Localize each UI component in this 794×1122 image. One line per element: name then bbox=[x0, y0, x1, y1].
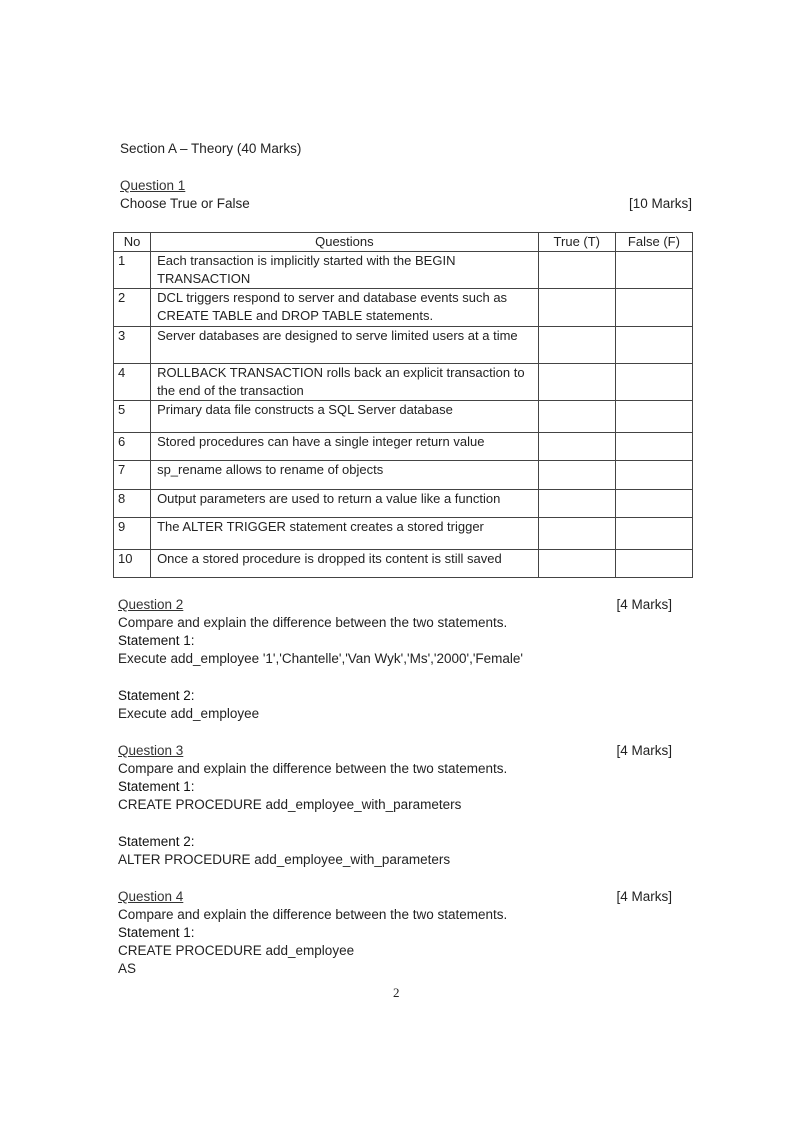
question-4-statement-1: CREATE PROCEDURE add_employee bbox=[118, 943, 355, 958]
question-3-statement-1-label: Statement 1: bbox=[118, 779, 195, 794]
false-answer-cell[interactable] bbox=[615, 550, 692, 578]
true-answer-cell[interactable] bbox=[538, 252, 615, 289]
question-4-instruction: Compare and explain the difference between the two statements. bbox=[118, 907, 508, 922]
true-answer-cell[interactable] bbox=[538, 550, 615, 578]
row-number: 5 bbox=[114, 401, 151, 433]
true-false-table bbox=[113, 232, 693, 578]
row-question: DCL triggers respond to server and database events such as CREATE TABLE and DROP TABLE statements. bbox=[151, 289, 539, 327]
question-4-statement-1-label: Statement 1: bbox=[118, 925, 195, 940]
true-answer-cell[interactable] bbox=[538, 490, 615, 518]
row-number: 7 bbox=[114, 461, 151, 490]
question-3-statement-2: ALTER PROCEDURE add_employee_with_parameters bbox=[118, 852, 451, 867]
row-question: Once a stored procedure is dropped its content is still saved bbox=[151, 550, 539, 578]
question-4-marks: [4 Marks] bbox=[616, 889, 672, 904]
true-answer-cell[interactable] bbox=[538, 401, 615, 433]
false-answer-cell[interactable] bbox=[615, 433, 692, 461]
header-true: True (T) bbox=[538, 233, 615, 252]
table-row bbox=[114, 461, 693, 490]
row-number: 6 bbox=[114, 433, 151, 461]
question-1-title: Question 1 bbox=[120, 178, 186, 193]
false-answer-cell[interactable] bbox=[615, 490, 692, 518]
row-number: 10 bbox=[114, 550, 151, 578]
row-question: Output parameters are used to return a value like a function bbox=[151, 490, 539, 518]
section-title: Section A – Theory (40 Marks) bbox=[120, 141, 302, 156]
false-answer-cell[interactable] bbox=[615, 461, 692, 490]
question-4-statement-1-line-2: AS bbox=[118, 961, 137, 976]
header-no: No bbox=[114, 233, 151, 252]
question-3-title: Question 3 bbox=[118, 743, 184, 758]
true-answer-cell[interactable] bbox=[538, 518, 615, 550]
table-row bbox=[114, 289, 693, 327]
row-question: sp_rename allows to rename of objects bbox=[151, 461, 539, 490]
table-row bbox=[114, 433, 693, 461]
question-2-title: Question 2 bbox=[118, 597, 184, 612]
question-2-statement-1-label: Statement 1: bbox=[118, 633, 195, 648]
question-3-statement-2-label: Statement 2: bbox=[118, 834, 195, 849]
true-answer-cell[interactable] bbox=[538, 433, 615, 461]
question-2-statement-2-label: Statement 2: bbox=[118, 688, 195, 703]
row-question: Server databases are designed to serve limited users at a time bbox=[151, 327, 539, 364]
false-answer-cell[interactable] bbox=[615, 289, 692, 327]
question-3-marks: [4 Marks] bbox=[616, 743, 672, 758]
table-row bbox=[114, 364, 693, 401]
true-answer-cell[interactable] bbox=[538, 364, 615, 401]
question-2-statement-1: Execute add_employee '1','Chantelle','Van Wyk','Ms','2000','Female' bbox=[118, 651, 524, 666]
true-answer-cell[interactable] bbox=[538, 289, 615, 327]
row-number: 1 bbox=[114, 252, 151, 289]
row-number: 9 bbox=[114, 518, 151, 550]
question-1-instruction: Choose True or False bbox=[120, 196, 250, 211]
row-question: Stored procedures can have a single integer return value bbox=[151, 433, 539, 461]
false-answer-cell[interactable] bbox=[615, 518, 692, 550]
question-4-title: Question 4 bbox=[118, 889, 184, 904]
row-question: The ALTER TRIGGER statement creates a stored trigger bbox=[151, 518, 539, 550]
table-row bbox=[114, 490, 693, 518]
question-2-instruction: Compare and explain the difference between the two statements. bbox=[118, 615, 508, 630]
row-number: 3 bbox=[114, 327, 151, 364]
row-number: 4 bbox=[114, 364, 151, 401]
question-1-marks: [10 Marks] bbox=[628, 196, 692, 211]
row-number: 8 bbox=[114, 490, 151, 518]
false-answer-cell[interactable] bbox=[615, 252, 692, 289]
question-2-marks: [4 Marks] bbox=[616, 597, 672, 612]
true-answer-cell[interactable] bbox=[538, 461, 615, 490]
true-answer-cell[interactable] bbox=[538, 327, 615, 364]
question-2-statement-2: Execute add_employee bbox=[118, 706, 260, 721]
header-questions: Questions bbox=[151, 233, 539, 252]
table-row bbox=[114, 550, 693, 578]
question-3-statement-1: CREATE PROCEDURE add_employee_with_parameters bbox=[118, 797, 462, 812]
question-3-instruction: Compare and explain the difference between the two statements. bbox=[118, 761, 508, 776]
row-question: ROLLBACK TRANSACTION rolls back an explicit transaction to the end of the transaction bbox=[151, 364, 539, 401]
false-answer-cell[interactable] bbox=[615, 327, 692, 364]
page-number: 2 bbox=[393, 985, 400, 1000]
table-row bbox=[114, 252, 693, 289]
row-question: Each transaction is implicitly started with the BEGIN TRANSACTION bbox=[151, 252, 539, 289]
row-number: 2 bbox=[114, 289, 151, 327]
table-row bbox=[114, 518, 693, 550]
header-false: False (F) bbox=[615, 233, 692, 252]
row-question: Primary data file constructs a SQL Server database bbox=[151, 401, 539, 433]
false-answer-cell[interactable] bbox=[615, 364, 692, 401]
table-row bbox=[114, 327, 693, 364]
table-header-row bbox=[114, 233, 693, 252]
false-answer-cell[interactable] bbox=[615, 401, 692, 433]
table-row bbox=[114, 401, 693, 433]
